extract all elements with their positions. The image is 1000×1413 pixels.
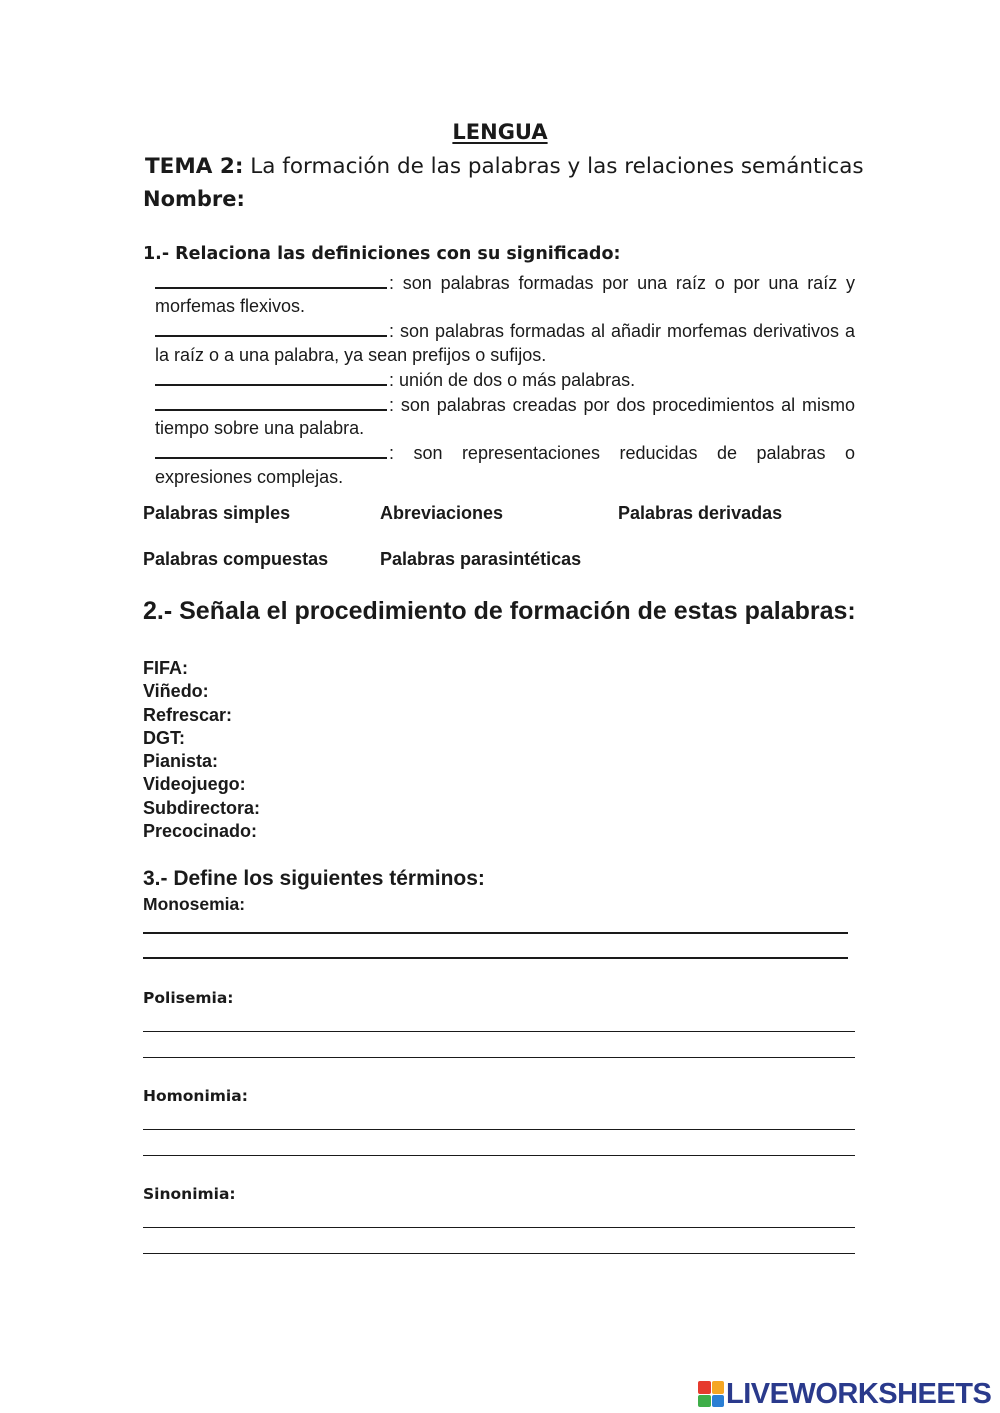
answer-line[interactable] bbox=[143, 1227, 855, 1228]
definition-item: : son palabras creadas por dos procedimientos al mismo tiempo sobre una palabra. bbox=[155, 392, 855, 440]
definition-item: : son palabras formadas al añadir morfemas derivativos a la raíz o a una palabra, ya sean prefijos o sufijos. bbox=[155, 318, 855, 366]
word-item: Precocinado: bbox=[143, 821, 258, 842]
subtitle bbox=[145, 154, 864, 179]
definition-item: : son representaciones reducidas de palabras o expresiones complejas. bbox=[155, 440, 855, 488]
word-item: FIFA: bbox=[143, 658, 188, 678]
answer-line[interactable] bbox=[143, 932, 848, 934]
word-item: Videojuego: bbox=[143, 774, 246, 795]
word-list bbox=[143, 657, 260, 843]
option-palabras-derivadas[interactable]: Palabras derivadas bbox=[618, 503, 783, 523]
answer-blank[interactable] bbox=[155, 367, 387, 386]
definitions-list bbox=[155, 270, 855, 489]
answer-line[interactable] bbox=[143, 1155, 855, 1156]
term-homonimia: Homonimia: bbox=[143, 1087, 248, 1105]
answer-line[interactable] bbox=[143, 1129, 855, 1130]
word-item: Viñedo: bbox=[143, 681, 209, 702]
answer-blank[interactable] bbox=[155, 440, 387, 459]
logo-mark-icon bbox=[698, 1381, 724, 1407]
definition-item: : unión de dos o más palabras. bbox=[155, 367, 855, 392]
page-title: LENGUA bbox=[452, 120, 548, 144]
answer-blank[interactable] bbox=[155, 270, 387, 289]
answer-line[interactable] bbox=[143, 1057, 855, 1058]
answer-line[interactable] bbox=[143, 1031, 855, 1032]
brand-name: LIVEWORKSHEETS bbox=[726, 1377, 992, 1410]
option-abreviaciones[interactable]: Abreviaciones bbox=[380, 503, 504, 523]
term-monosemia: Monosemia: bbox=[143, 894, 246, 914]
option-palabras-compuestas[interactable]: Palabras compuestas bbox=[143, 549, 329, 569]
option-palabras-simples[interactable]: Palabras simples bbox=[143, 503, 291, 523]
tema-text: La formación de las palabras y las relaciones semánticas bbox=[243, 154, 864, 179]
name-label: Nombre: bbox=[143, 187, 245, 211]
word-item: Subdirectora: bbox=[143, 797, 261, 818]
question-1-heading: 1.- Relaciona las definiciones con su significado: bbox=[143, 244, 621, 264]
question-3-heading: 3.- Define los siguientes términos: bbox=[143, 867, 485, 890]
liveworksheets-logo bbox=[698, 1377, 994, 1411]
tema-label: TEMA 2: bbox=[145, 154, 244, 179]
word-item: Refrescar: bbox=[143, 704, 233, 725]
answer-blank[interactable] bbox=[155, 318, 387, 337]
option-palabras-parasinteticas[interactable]: Palabras parasintéticas bbox=[380, 549, 582, 569]
term-polisemia: Polisemia: bbox=[143, 989, 234, 1007]
question-2-heading: 2.- Señala el procedimiento de formación de estas palabras: bbox=[143, 597, 856, 625]
answer-line[interactable] bbox=[143, 957, 848, 959]
answer-blank[interactable] bbox=[155, 392, 387, 411]
answer-line[interactable] bbox=[143, 1253, 855, 1254]
word-item: Pianista: bbox=[143, 751, 219, 772]
term-sinonimia: Sinonimia: bbox=[143, 1185, 236, 1203]
word-item: DGT: bbox=[143, 727, 185, 748]
definition-item: : son palabras formadas por una raíz o por una raíz y morfemas flexivos. bbox=[155, 270, 855, 318]
